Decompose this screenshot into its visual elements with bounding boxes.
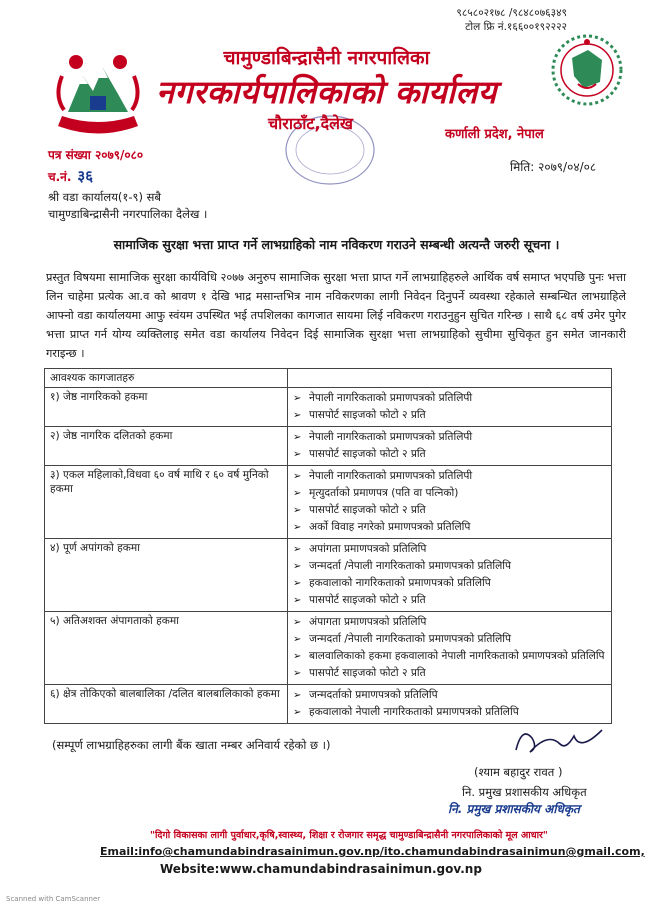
document-item: [293, 648, 606, 665]
signature-icon: [508, 722, 608, 758]
document-text: नेपाली नागरिकताको प्रमाणपत्रको प्रतिलिपी: [309, 431, 473, 443]
document-item: [293, 390, 606, 407]
dispatch-value: ३६: [77, 167, 94, 185]
document-text: पासपोर्ट साइजको फोटो २ प्रति: [309, 409, 426, 421]
province-name: कर्णाली प्रदेश, नेपाल: [445, 127, 544, 142]
document-text: बालवालिकाको हकमा हकवालाको नेपाली नागरिकताको प्रमाणपत्रको प्रतिलिपि: [309, 650, 605, 662]
reference-number: पत्र संख्या २०७९/०८०: [48, 148, 144, 162]
arrow-bullet-icon: ➢: [293, 505, 302, 516]
arrow-bullet-icon: ➢: [293, 544, 302, 555]
footer-slogan: "दिगो विकासका लागी पुर्वाधार,कृषि,स्वास्थ्य, शिक्षा र रोजगार समृद्ध चामुण्डाबिन्द्रासैनी नगरपालिकाको मूल आधार": [150, 830, 548, 841]
document-text: मृत्युदर्ताको प्रमाणपत्र (पति वा पत्निको): [309, 487, 459, 499]
office-location: चौराठाँट,दैलेख: [268, 114, 354, 133]
category-cell: ५) अतिअशक्त अंपागताको हकमा: [45, 612, 288, 685]
document-item: [293, 687, 606, 704]
footer-website[interactable]: Website:www.chamundabindrasainimun.gov.np: [160, 862, 482, 876]
table-row: [45, 612, 612, 685]
scanner-watermark: Scanned with CamScanner: [6, 895, 101, 903]
municipality-name: चामुण्डाबिन्द्रासैनी नगरपालिका: [223, 47, 430, 69]
signatory-name: (श्याम बहादुर रावत ): [474, 765, 563, 779]
document-text: पासपोर्ट साइजको फोटो २ प्रति: [309, 594, 426, 606]
table-row: [45, 388, 612, 427]
document-text: पासपोर्ट साइजको फोटो २ प्रति: [309, 504, 426, 516]
document-item: [293, 614, 606, 631]
letter-subject: सामाजिक सुरक्षा भत्ता प्राप्त गर्ने लाभग्राहिको नाम नविकरण गराउने सम्बन्धी अत्यन्तै जरुरी सूचना ।: [113, 237, 560, 252]
table-header: आवश्यक कागजातहरु: [45, 369, 288, 388]
arrow-bullet-icon: ➢: [293, 651, 302, 662]
arrow-bullet-icon: ➢: [293, 634, 302, 645]
document-text: अपांगता प्रमाणपत्रको प्रतिलिपि: [309, 543, 427, 555]
arrow-bullet-icon: ➢: [293, 410, 302, 421]
document-item: [293, 502, 606, 519]
table-row: [45, 685, 612, 724]
document-text: नेपाली नागरिकताको प्रमाणपत्रको प्रतिलिपी: [309, 470, 473, 482]
document-text: हकवालाको नागरिकताको प्रमाणपत्रको प्रतिलिपि: [309, 577, 491, 589]
document-text: अर्को विवाह नगरेको प्रमाणपत्रको प्रतिलिपि: [309, 521, 471, 533]
documents-cell: [288, 388, 612, 427]
letter-date: मिति: २०७९/०४/०८: [510, 160, 597, 174]
office-title: नगरकार्यपालिकाको कार्यालय: [156, 73, 497, 111]
bank-account-note: (सम्पूर्ण लाभग्राहिहरुका लागी बैंक खाता नम्बर अनिवार्य रहेको छ ।): [52, 738, 331, 752]
document-item: [293, 407, 606, 424]
toll-free-number: टोल फ्रि नं.१६६००१९२२२२: [465, 21, 567, 33]
table-header-blank: [288, 369, 612, 388]
category-cell: ३) एकल महिलाको,विधवा ६० वर्ष माथि र ६० वर्ष मुनिको हकमा: [45, 466, 288, 539]
document-text: पासपोर्ट साइजको फोटो २ प्रति: [309, 448, 426, 460]
document-text: हकवालाको नेपाली नागरिकताको प्रमाणपत्रको प्रतिलिपि: [309, 706, 519, 718]
category-cell: ४) पूर्ण अपांगको हकमा: [45, 539, 288, 612]
category-cell: ६) क्षेत्र तोकिएको बालबालिका /दलित बालबालिकाको हकमा: [45, 685, 288, 724]
arrow-bullet-icon: ➢: [293, 471, 302, 482]
document-text: पासपोर्ट साइजको फोटो २ प्रति: [309, 667, 426, 679]
document-item: [293, 429, 606, 446]
arrow-bullet-icon: ➢: [293, 595, 302, 606]
document-text: जन्मदर्ता /नेपाली नागरिकताको प्रमाणपत्रको प्रतिलिपि: [309, 560, 512, 572]
document-item: [293, 575, 606, 592]
arrow-bullet-icon: ➢: [293, 449, 302, 460]
documents-cell: [288, 539, 612, 612]
arrow-bullet-icon: ➢: [293, 522, 302, 533]
document-item: [293, 558, 606, 575]
table-row: [45, 539, 612, 612]
document-item: [293, 519, 606, 536]
documents-cell: [288, 466, 612, 539]
table-body: [45, 388, 612, 724]
document-item: [293, 446, 606, 463]
arrow-bullet-icon: ➢: [293, 690, 302, 701]
documents-cell: [288, 612, 612, 685]
table-header-row: [45, 369, 612, 388]
recipient-line-1: श्री वडा कार्यालय(१-९) सबै: [48, 190, 161, 204]
required-documents-table: [44, 368, 612, 724]
arrow-bullet-icon: ➢: [293, 561, 302, 572]
arrow-bullet-icon: ➢: [293, 488, 302, 499]
document-text: नेपाली नागरिकताको प्रमाणपत्रको प्रतिलिपी: [309, 392, 473, 404]
document-item: [293, 485, 606, 502]
recipient-line-2: चामुण्डाबिन्द्रासैनी नगरपालिका दैलेख ।: [48, 207, 208, 221]
document-item: [293, 468, 606, 485]
footer-email[interactable]: Email:info@chamundabindrasainimun.gov.np/ito.chamundabindrasainimun@gmail.com,: [100, 845, 645, 858]
table-row: [45, 427, 612, 466]
documents-cell: [288, 685, 612, 724]
signatory-post: नि. प्रमुख प्रशासकीय अधिकृत: [462, 785, 587, 799]
document-item: [293, 631, 606, 648]
document-text: जन्मदर्ताको प्रमाणपत्रको प्रतिलिपि: [309, 689, 438, 701]
signatory-stamp: नि. प्रमुख प्रशासकीय अधिकृत: [448, 802, 580, 816]
document-item: [293, 592, 606, 609]
document-item: [293, 704, 606, 721]
document-text: जन्मदर्ता /नेपाली नागरिकताको प्रमाणपत्रको प्रतिलिपि: [309, 633, 512, 645]
arrow-bullet-icon: ➢: [293, 432, 302, 443]
category-cell: २) जेष्ठ नागरिक दलितको हकमा: [45, 427, 288, 466]
documents-cell: [288, 427, 612, 466]
arrow-bullet-icon: ➢: [293, 578, 302, 589]
category-cell: १) जेष्ठ नागरिकको हकमा: [45, 388, 288, 427]
dispatch-number: [48, 166, 93, 186]
letter-body: प्रस्तुत विषयमा सामाजिक सुरक्षा कार्यविधि २०७७ अनुरुप सामाजिक सुरक्षा भत्ता प्राप्त गर्ने लाभग्राहिहरुले आर्थिक वर्ष समाप्त भएपछि पुनः भत्ता लिन चाहेमा प्रत्येक आ.व को श्रावण १ देखि भाद्र मसान्तभित्र नाम नविकरणका लागी निवेदन दिनुपर्ने व्यवस्था रहेकाले सम्बन्धित लाभग्राहिले आफ्नो वडा कार्यालयमा आफु स्वंयम उपस्थित भई तपशिलका कागजात सायमा लिई नविकरण गराउनुहुन सुचित गरिन्छ । साथै ६८ वर्ष उमेर पुगेर भत्ता प्राप्त गर्न योग्य व्यक्तिलाइ समेत वडा कार्यालय निवेदन दिई सामाजिक सुरक्षा भत्ता लाभग्राहिको सुचीमा सुचिकृत हुन समेत जानकारी गराइन्छ ।: [46, 271, 626, 360]
dispatch-label: च.नं.: [48, 170, 72, 184]
arrow-bullet-icon: ➢: [293, 617, 302, 628]
document-item: [293, 665, 606, 682]
arrow-bullet-icon: ➢: [293, 393, 302, 404]
document-text: अंपागता प्रमाणपत्रको प्रतिलिपि: [309, 616, 427, 628]
document-item: [293, 541, 606, 558]
arrow-bullet-icon: ➢: [293, 668, 302, 679]
table-row: [45, 466, 612, 539]
arrow-bullet-icon: ➢: [293, 707, 302, 718]
phone-number: ९८५८०२१७८ /९८४८०७६३४९: [456, 7, 567, 19]
